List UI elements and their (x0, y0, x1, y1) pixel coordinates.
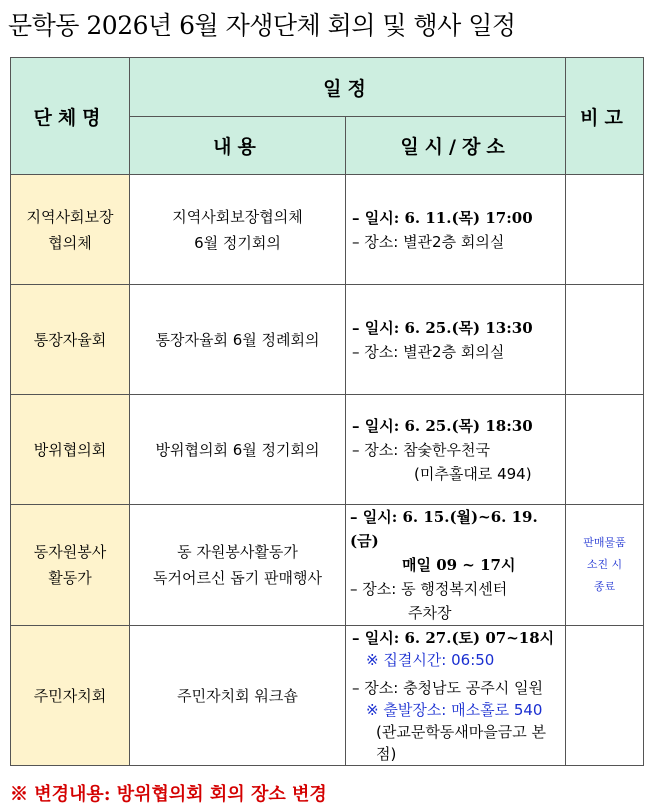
org-name: 주민자치회 (33, 686, 107, 705)
schedule-table (10, 57, 644, 766)
content-cell (130, 626, 346, 766)
org-name: 협의체 (48, 233, 92, 252)
remark-text: 판매물품 (583, 536, 626, 549)
table-row (11, 626, 644, 766)
page-title: 문학동 2026년 6월 자생단체 회의 및 행사 일정 (8, 11, 516, 40)
schedule-date: – 일시: 6. 25.(목) 13:30 (352, 318, 533, 337)
change-notice: ※ 변경내용: 방위협의회 회의 장소 변경 (10, 784, 327, 805)
table-row (11, 285, 644, 395)
schedule-date: – 일시: 6. 15.(월)~6. 19.(금) (350, 508, 538, 550)
schedule-place-note-detail: (관교문학동새마을금고 본점) (376, 722, 547, 763)
org-name: 동자원봉사 (33, 543, 107, 561)
remarks-cell (566, 175, 644, 285)
org-cell (11, 175, 130, 285)
org-name: 지역사회보장 (26, 207, 114, 226)
schedule-cell (346, 395, 566, 505)
schedule-cell (346, 285, 566, 395)
schedule-place: – 장소: 동 행정복지센터 (350, 580, 508, 598)
content-cell (130, 505, 346, 626)
header-remarks: 비고 (566, 58, 644, 175)
header-datetime-place: 일시/장소 (346, 117, 566, 175)
content-cell (130, 285, 346, 395)
schedule-date-note: ※ 집결시간: 06:50 (366, 650, 495, 669)
schedule-place-note: ※ 출발장소: 매소홀로 540 (366, 700, 543, 719)
remarks-cell (566, 505, 644, 626)
content-text: 지역사회보장협의체 (172, 207, 303, 226)
org-name: 활동가 (48, 569, 92, 587)
content-cell (130, 175, 346, 285)
schedule-place-detail: (미추홀대로 494) (414, 464, 532, 483)
remarks-cell (566, 626, 644, 766)
table-row (11, 175, 644, 285)
remarks-cell (566, 285, 644, 395)
org-cell (11, 285, 130, 395)
schedule-place: – 장소: 참숯한우천국 (352, 440, 491, 459)
content-cell (130, 395, 346, 505)
header-org: 단체명 (11, 58, 130, 175)
content-text: 주민자치회 워크숍 (177, 686, 298, 705)
header-content: 내용 (130, 117, 346, 175)
schedule-place: – 장소: 충청남도 공주시 일원 (352, 678, 544, 697)
org-name: 방위협의회 (33, 440, 107, 459)
schedule-place: – 장소: 별관2층 회의실 (352, 232, 505, 251)
schedule-date: – 일시: 6. 25.(목) 18:30 (352, 416, 533, 435)
schedule-cell (346, 175, 566, 285)
table-row (11, 505, 644, 626)
content-text: 6월 정기회의 (194, 233, 281, 252)
org-cell (11, 626, 130, 766)
table-row (11, 395, 644, 505)
content-text: 방위협의회 6월 정기회의 (155, 440, 320, 459)
org-cell (11, 505, 130, 626)
content-text: 독거어르신 돕기 판매행사 (153, 569, 322, 587)
schedule-cell (346, 505, 566, 626)
remark-text: 종료 (593, 580, 616, 593)
schedule-date: – 일시: 6. 27.(토) 07~18시 (352, 628, 555, 647)
remark-text: 소진 시 (586, 558, 623, 571)
schedule-cell (346, 626, 566, 766)
remarks-cell (566, 395, 644, 505)
org-cell (11, 395, 130, 505)
content-text: 통장자율회 6월 정례회의 (155, 330, 320, 349)
schedule-place: – 장소: 별관2층 회의실 (352, 342, 505, 361)
content-text: 동 자원봉사활동가 (177, 543, 298, 561)
org-name: 통장자율회 (33, 330, 107, 349)
header-schedule: 일정 (130, 58, 566, 117)
schedule-date-detail: 매일 09 ~ 17시 (402, 556, 516, 574)
schedule-place-detail: 주차장 (408, 604, 452, 622)
schedule-date: – 일시: 6. 11.(목) 17:00 (352, 208, 533, 227)
